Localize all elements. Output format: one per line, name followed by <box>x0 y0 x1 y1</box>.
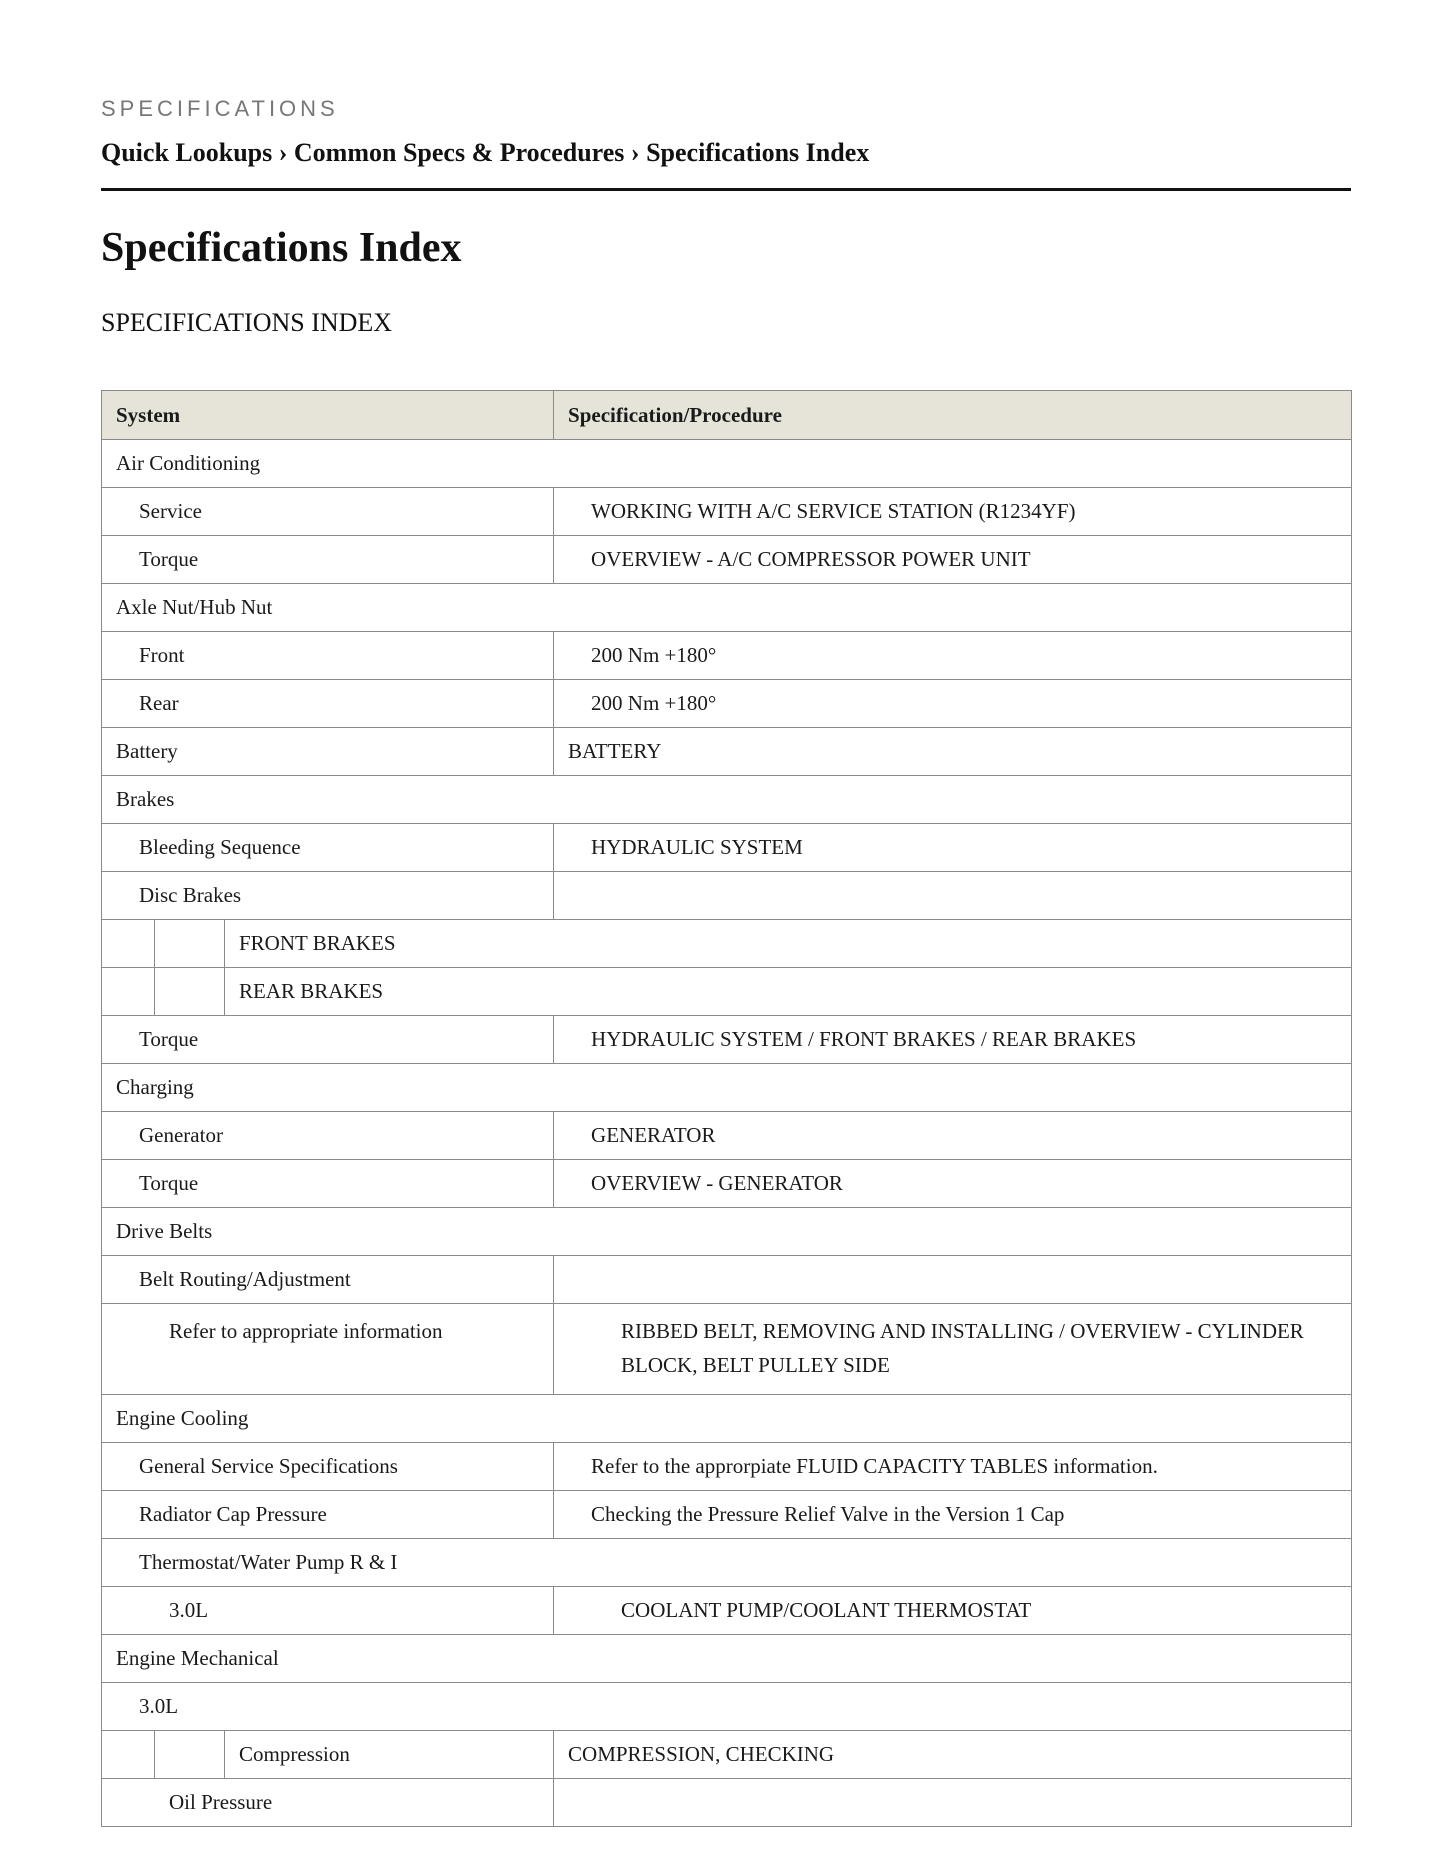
table-row <box>102 536 1352 584</box>
page-title: Specifications Index <box>101 225 462 271</box>
spec-cell: OVERVIEW - A/C COMPRESSOR POWER UNIT <box>554 536 1352 584</box>
section-eyebrow: SPECIFICATIONS <box>101 96 339 121</box>
spec-cell <box>554 872 1352 920</box>
table-row <box>102 1587 1352 1635</box>
spec-cell: BATTERY <box>554 728 1352 776</box>
system-cell: Charging <box>102 1064 1352 1112</box>
spec-cell: 200 Nm +180° <box>554 680 1352 728</box>
spec-cell: Checking the Pressure Relief Valve in the Version 1 Cap <box>554 1491 1352 1539</box>
table-row <box>102 1491 1352 1539</box>
empty-cell <box>155 968 225 1016</box>
table-row <box>102 1304 1352 1395</box>
table-row <box>102 632 1352 680</box>
table-row <box>102 1779 1352 1827</box>
system-cell: Torque <box>102 1160 554 1208</box>
table-row <box>102 824 1352 872</box>
system-cell: Bleeding Sequence <box>102 824 554 872</box>
table-row <box>102 1683 1352 1731</box>
system-cell: 3.0L <box>102 1587 554 1635</box>
table-row <box>102 872 1352 920</box>
spec-cell: HYDRAULIC SYSTEM / FRONT BRAKES / REAR BRAKES <box>554 1016 1352 1064</box>
empty-cell <box>102 1731 155 1779</box>
system-cell: Rear <box>102 680 554 728</box>
system-cell: Radiator Cap Pressure <box>102 1491 554 1539</box>
system-cell: Battery <box>102 728 554 776</box>
spec-cell: COMPRESSION, CHECKING <box>554 1731 1352 1779</box>
column-header-spec: Specification/Procedure <box>554 391 1352 440</box>
system-cell: Air Conditioning <box>102 440 1352 488</box>
table-row <box>102 584 1352 632</box>
table-row <box>102 680 1352 728</box>
table-row <box>102 1539 1352 1587</box>
spec-cell: OVERVIEW - GENERATOR <box>554 1160 1352 1208</box>
system-cell: Front <box>102 632 554 680</box>
spec-cell: COOLANT PUMP/COOLANT THERMOSTAT <box>554 1587 1352 1635</box>
system-cell: Engine Cooling <box>102 1395 1352 1443</box>
system-cell: Engine Mechanical <box>102 1635 1352 1683</box>
system-cell: Torque <box>102 536 554 584</box>
system-cell: 3.0L <box>102 1683 1352 1731</box>
table-row <box>102 1256 1352 1304</box>
system-cell: Brakes <box>102 776 1352 824</box>
system-cell: Torque <box>102 1016 554 1064</box>
spec-cell <box>554 1256 1352 1304</box>
table-row <box>102 776 1352 824</box>
system-cell: Disc Brakes <box>102 872 554 920</box>
system-cell: Thermostat/Water Pump R & I <box>102 1539 1352 1587</box>
spec-cell: WORKING WITH A/C SERVICE STATION (R1234YF) <box>554 488 1352 536</box>
empty-cell <box>102 920 155 968</box>
spec-cell: Refer to the approrpiate FLUID CAPACITY TABLES information. <box>554 1443 1352 1491</box>
spec-cell: GENERATOR <box>554 1112 1352 1160</box>
empty-cell <box>155 1731 225 1779</box>
spec-cell: RIBBED BELT, REMOVING AND INSTALLING / OVERVIEW - CYLINDER BLOCK, BELT PULLEY SIDE <box>554 1304 1352 1395</box>
breadcrumb: Quick Lookups › Common Specs & Procedures › Specifications Index <box>101 138 870 167</box>
specifications-table <box>101 390 1352 1827</box>
system-cell: FRONT BRAKES <box>225 920 1352 968</box>
system-cell: Compression <box>225 1731 554 1779</box>
system-cell: REAR BRAKES <box>225 968 1352 1016</box>
system-cell: Generator <box>102 1112 554 1160</box>
table-row <box>102 488 1352 536</box>
table-row <box>102 440 1352 488</box>
system-cell: Refer to appropriate information <box>102 1304 554 1395</box>
table-row <box>102 1635 1352 1683</box>
system-cell: Oil Pressure <box>102 1779 554 1827</box>
table-row <box>102 968 1352 1016</box>
table-header-row <box>102 391 1352 440</box>
table-row <box>102 1016 1352 1064</box>
system-cell: General Service Specifications <box>102 1443 554 1491</box>
table-row <box>102 728 1352 776</box>
table-row <box>102 1112 1352 1160</box>
table-row <box>102 1443 1352 1491</box>
system-cell: Service <box>102 488 554 536</box>
table-row <box>102 1208 1352 1256</box>
system-cell: Belt Routing/Adjustment <box>102 1256 554 1304</box>
spec-cell: 200 Nm +180° <box>554 632 1352 680</box>
system-cell: Axle Nut/Hub Nut <box>102 584 1352 632</box>
system-cell: Drive Belts <box>102 1208 1352 1256</box>
empty-cell <box>102 968 155 1016</box>
column-header-system: System <box>102 391 554 440</box>
table-row <box>102 1395 1352 1443</box>
table-row <box>102 1160 1352 1208</box>
header-divider <box>101 188 1351 191</box>
table-row <box>102 920 1352 968</box>
empty-cell <box>155 920 225 968</box>
spec-cell <box>554 1779 1352 1827</box>
table-row <box>102 1064 1352 1112</box>
table-row <box>102 1731 1352 1779</box>
page-subtitle: SPECIFICATIONS INDEX <box>101 308 393 337</box>
spec-cell: HYDRAULIC SYSTEM <box>554 824 1352 872</box>
